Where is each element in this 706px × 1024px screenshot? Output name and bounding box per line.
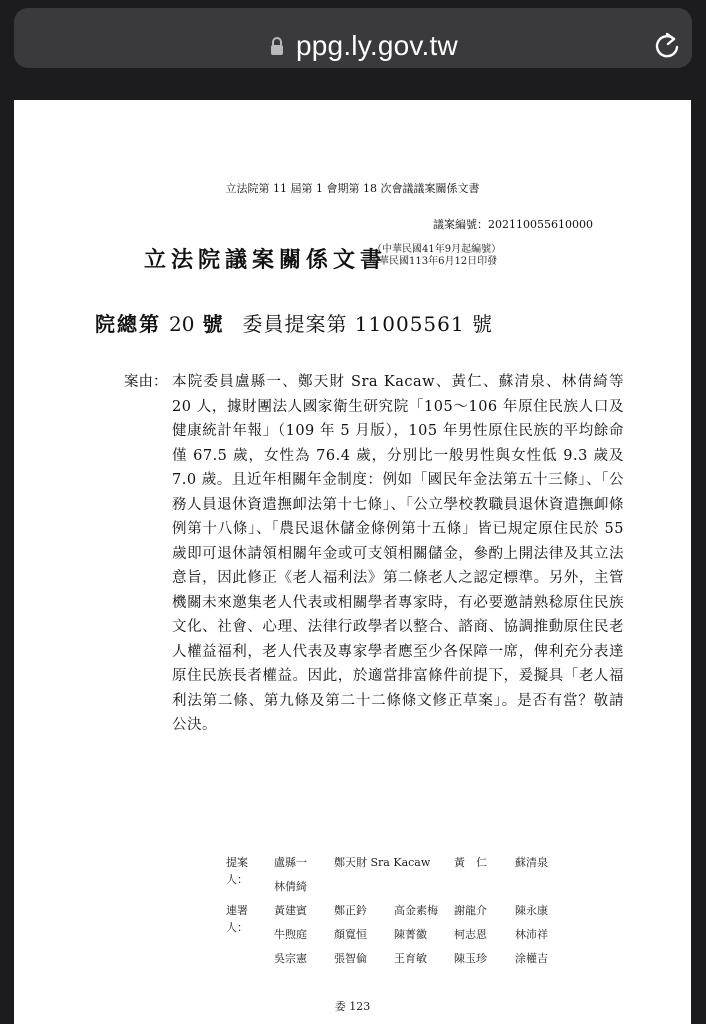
case-text: 本院委員盧縣一、鄭天財 Sra Kacaw、黃仁、蘇清泉、林倩綺等 20 人，據財團法人國家衛生研究院「105～106 年原住民族人口及健康統計年報」（109 年 5 月版），105 年男性原住民族的平均餘命僅 67.5 歲，女性為 76.4 歲，分別比一般男性與女性低 9.3 歲及 7.0 歲。且近年相關年金制度：例如「國民年金法第五十三條」、「公務人員退休資遣撫卹法第十七條」、「公立學校教職員退休資遣撫卹條例第十八條」、「農民退休儲金條例第十五條」皆已規定原住民於 55 歲即可退休請領相關年金或可支領相關儲金，參酌上開法律及其立法意旨，因此修正《老人福利法》第二條老人之認定標準。另外，主管機關未來邀集老人代表或相關學者專家時，有必要邀請熟稔原住民族文化、社會、心理、法律行政學者以整合、諮商、協調推動原住民老人權益福利，老人代表及專家學者應至少各保障一席，俾利充分表達原住民族長者權益。因此，於適當排富條件前提下，爰擬具「老人福利法第二條、第九條及第二十二條條文修正草案」。是否有當？敬請公決。 xyxy=(172,374,624,733)
proposer-name: 盧縣一 xyxy=(274,856,307,869)
proposers-label: 提案人： xyxy=(226,856,248,886)
cosigner-name: 陳永康 xyxy=(515,904,548,917)
cosigner-name: 柯志恩 xyxy=(454,928,487,941)
proposal-number: 委員提案第 11005561 號 xyxy=(242,312,493,336)
cosigner-name: 鄭正鈐 xyxy=(334,904,367,917)
cosigner-name: 張智倫 xyxy=(334,952,367,965)
cosigner-name: 黃建賓 xyxy=(274,904,307,917)
cosigner-name: 涂權吉 xyxy=(515,952,548,965)
cosigner-name: 謝龍介 xyxy=(454,904,487,917)
print-date: 中華民國113年6月12日印發 xyxy=(369,256,498,267)
cosigner-name: 林沛祥 xyxy=(515,928,548,941)
id-suffix: 號 xyxy=(202,312,225,336)
case-label: 案由： xyxy=(124,374,168,390)
reload-icon[interactable] xyxy=(652,30,682,62)
proposer-name: 林倩綺 xyxy=(274,880,307,893)
page-footer: 委 123 xyxy=(334,1000,371,1013)
address-bar[interactable] xyxy=(14,8,692,68)
cosigner-name: 陳菁徽 xyxy=(394,928,427,941)
id-number: 20 xyxy=(169,312,195,336)
proposer-name: 鄭天財 Sra Kacaw xyxy=(334,856,431,869)
proposer-name: 黃 仁 xyxy=(454,856,487,869)
lock-icon xyxy=(270,36,284,56)
cosigner-name: 王育敏 xyxy=(394,952,427,965)
issue-note xyxy=(369,244,502,268)
numbering-note: （中華民國41年9月起編號） xyxy=(372,244,502,255)
bill-id-line xyxy=(95,308,493,337)
url-text: ppg.ly.gov.tw xyxy=(296,30,458,61)
document-title: 立法院議案關係文書 xyxy=(144,247,388,273)
browser-toolbar xyxy=(0,0,706,86)
cosigner-name: 陳玉珍 xyxy=(454,952,487,965)
document-header: 立法院第 11 屆第 1 會期第 18 次會議議案關係文書 xyxy=(225,182,480,195)
proposer-name: 蘇清泉 xyxy=(515,856,548,869)
cosigner-name: 牛煦庭 xyxy=(274,928,307,941)
cosigners-label: 連署人： xyxy=(226,904,248,934)
doc-number: 議案編號：202110055610000 xyxy=(433,218,593,231)
cosigner-name: 高金素梅 xyxy=(394,904,438,917)
cosigner-name: 吳宗憲 xyxy=(274,952,307,965)
document-page xyxy=(14,100,691,1024)
id-prefix: 院總第 xyxy=(95,312,161,336)
cosigner-name: 顏寬恒 xyxy=(334,928,367,941)
